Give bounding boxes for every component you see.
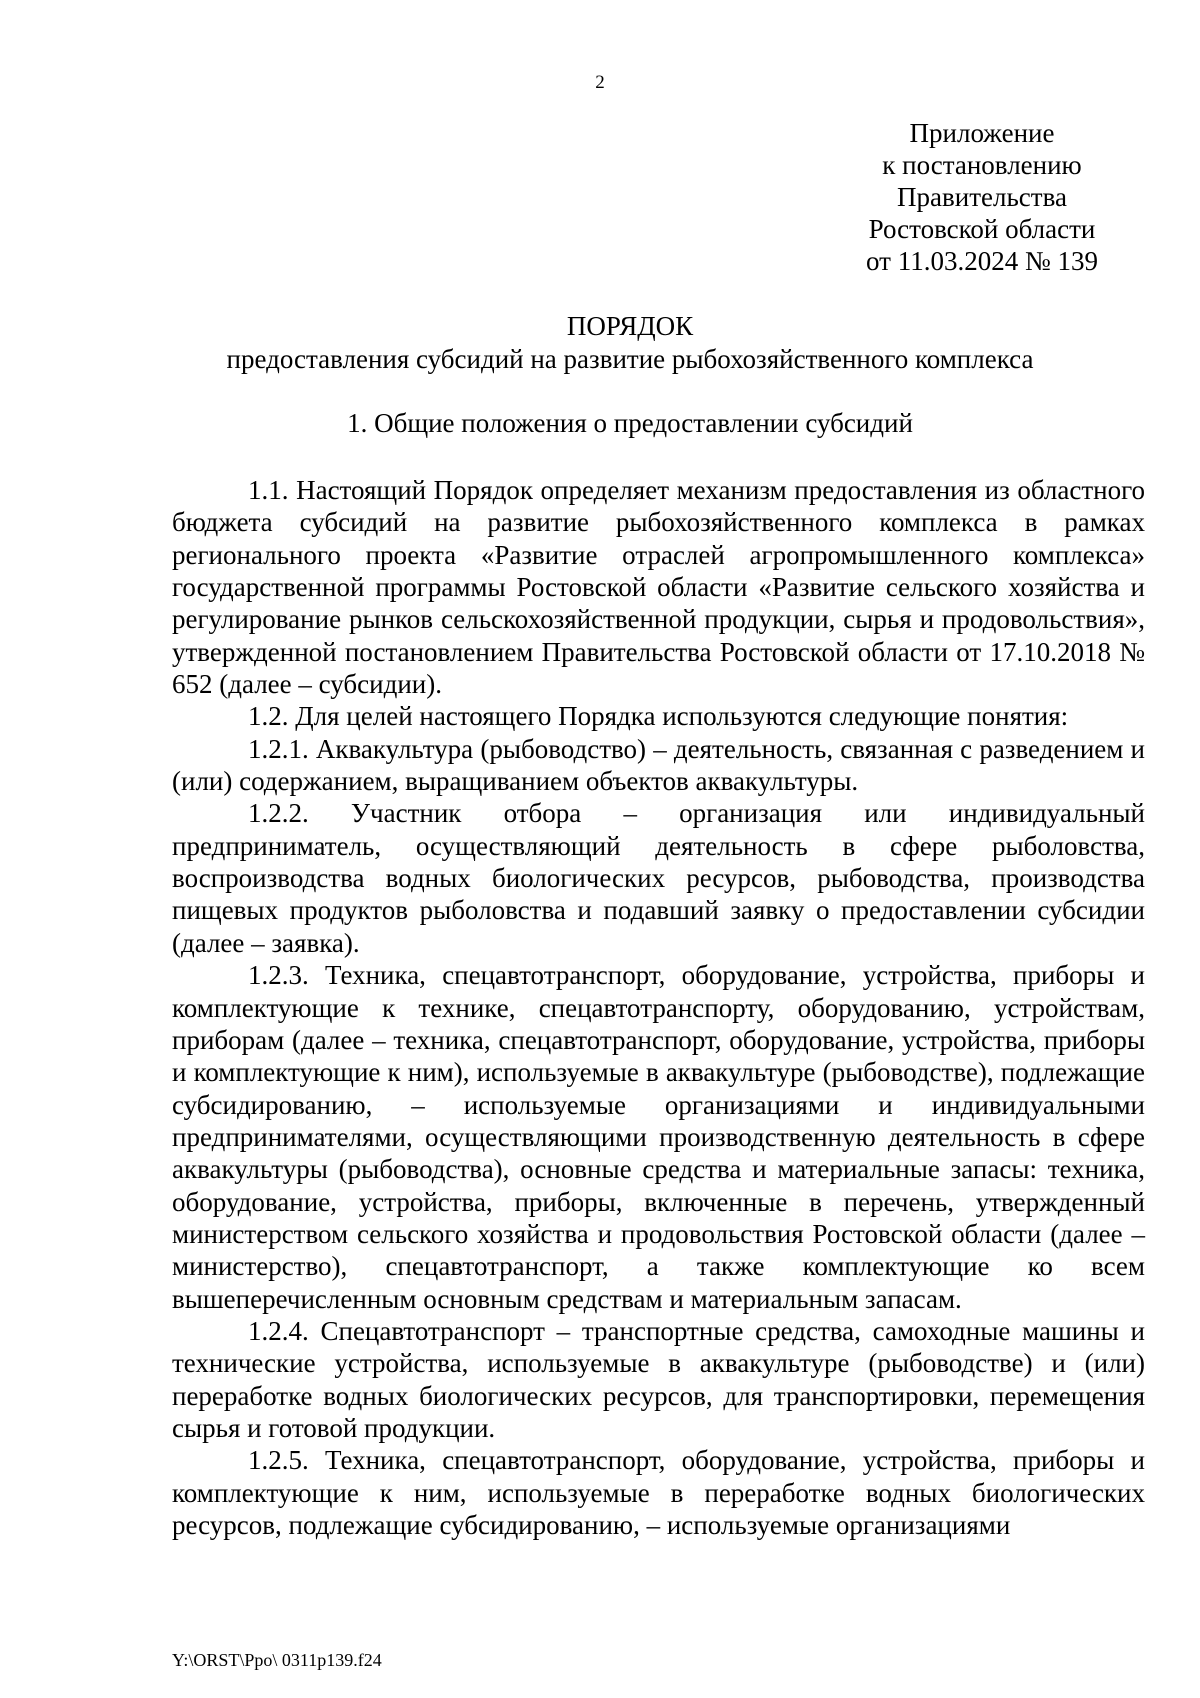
document-subtitle: предоставления субсидий на развитие рыбохозяйственного комплекса (226, 344, 1034, 374)
paragraph-1-2-2: 1.2.2. Участник отбора – организация или индивидуальный предприниматель, осуществляющий деятельность в сфере рыболовства, воспроизводства водных биологических ресурсов, рыбоводства, производства пищевых продуктов рыболовства и подавший заявку о предоставлении субсидии (далее – заявка). (172, 798, 1145, 958)
page-number: 2 (595, 72, 605, 93)
paragraph-1-1: 1.1. Настоящий Порядок определяет механизм предоставления из областного бюджета субсидий на развитие рыбохозяйственного комплекса в рамках регионального проекта «Развитие отраслей агропромышленного комплекса» государственной программы Ростовской области «Развитие сельского хозяйства и регулирование рынков сельскохозяйственной продукции, сырья и продовольствия», утвержденной постановлением Правительства Ростовской области от 17.10.2018 № 652 (далее – субсидии). (172, 475, 1145, 700)
document-body (172, 474, 1145, 1541)
paragraph-1-2-4: 1.2.4. Спецавтотранспорт – транспортные средства, самоходные машины и технические устройства, используемые в аквакультуре (рыбоводстве) и (или) переработке водных биологических ресурсов, для транспортировки, перемещения сырья и готовой продукции. (172, 1315, 1145, 1443)
annex-line: к постановлению (882, 150, 1082, 180)
annex-line: Приложение (909, 118, 1055, 148)
annex-line: Правительства (897, 182, 1067, 212)
annex-block (832, 117, 1132, 277)
paragraph-1-2: 1.2. Для целей настоящего Порядка используются следующие понятия: (248, 701, 1069, 732)
paragraph-1-2-5: 1.2.5. Техника, спецавтотранспорт, оборудование, устройства, приборы и комплектующие к ним, используемые в переработке водных биологических ресурсов, подлежащие субсидированию, – используемые организациями (172, 1445, 1145, 1540)
annex-line: от 11.03.2024 № 139 (866, 246, 1098, 276)
paragraph-1-2-1: 1.2.1. Аквакультура (рыбоводство) – деятельность, связанная с разведением и (или) содержанием, выращиванием объектов аквакультуры. (172, 733, 1145, 797)
section-heading: 1. Общие положения о предоставлении субсидий (347, 408, 913, 438)
paragraph-1-2-3: 1.2.3. Техника, спецавтотранспорт, оборудование, устройства, приборы и комплектующие к технике, спецавтотранспорту, оборудованию, устройствам, приборам (далее – техника, спецавтотранспорт, оборудование, устройства, приборы и комплектующие к ним), используемые в аквакультуре (рыбоводстве), подлежащие субсидированию, – используемые организациями и индивидуальными предпринимателями, осуществляющими производственную деятельность в сфере аквакультуры (рыбоводства), основные средства и материальные запасы: техника, оборудование, устройства, приборы, включенные в перечень, утвержденный министерством сельского хозяйства и продовольствия Ростовской области (далее – министерство), спецавтотранспорт, а также комплектующие ко всем вышеперечисленным основным средствам и материальным запасам. (172, 960, 1145, 1314)
document-title: ПОРЯДОК (566, 311, 694, 341)
file-path-footer: Y:\ORST\Ppo\ 0311p139.f24 (172, 1650, 382, 1670)
annex-line: Ростовской области (868, 214, 1096, 244)
